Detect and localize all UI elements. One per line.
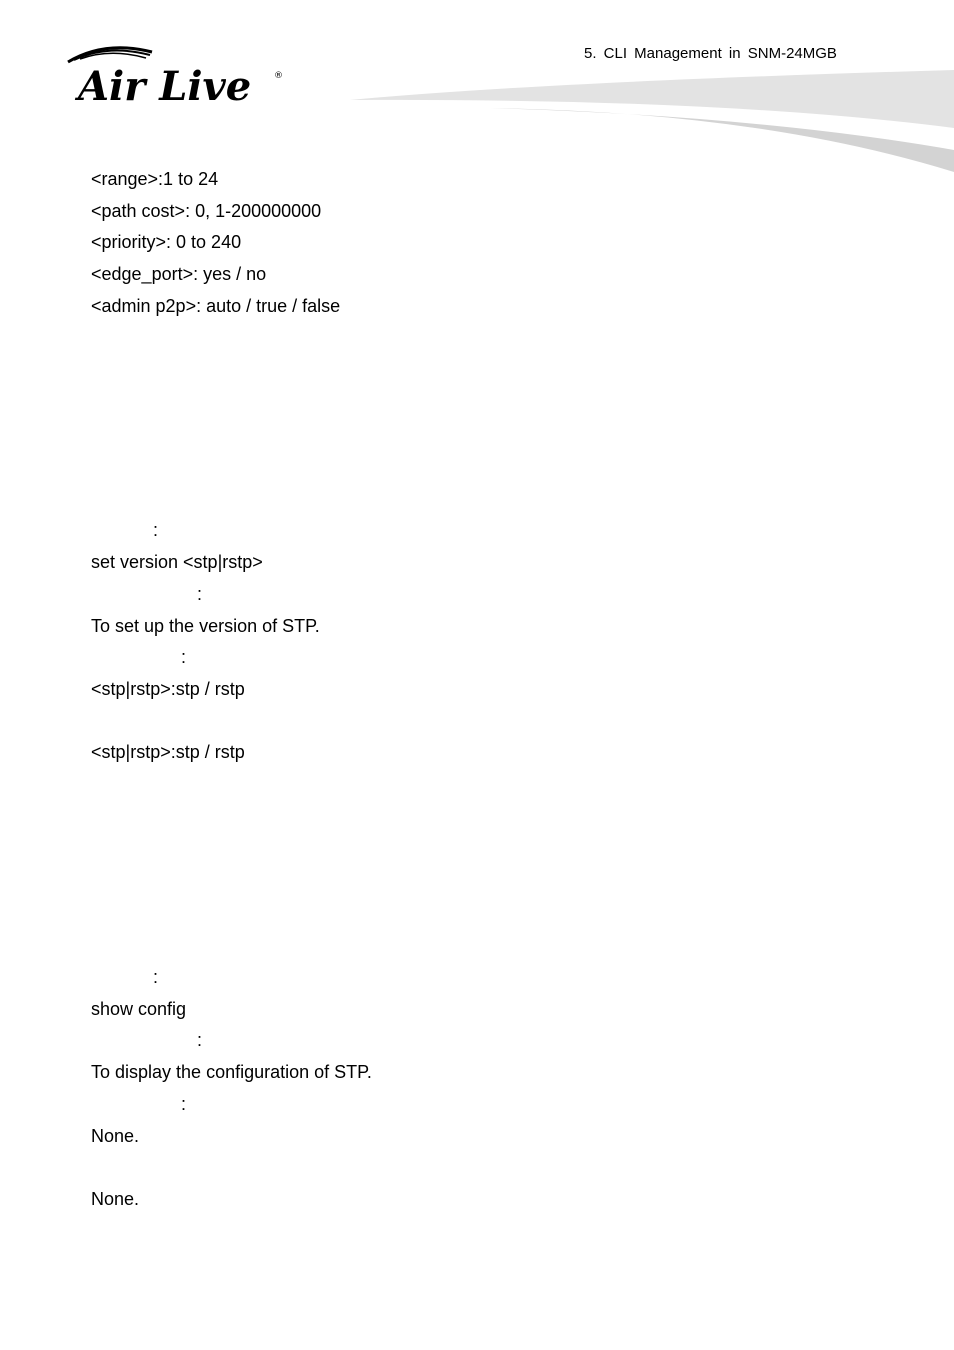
argument-colon: : xyxy=(181,1094,187,1114)
airlive-logo-graphic xyxy=(60,40,290,110)
param-edge-port: <edge_port>: yes / no xyxy=(91,264,267,284)
section-header-title: 5. CLI Management in SNM-24MGB xyxy=(584,45,837,62)
set-version-syntax: set version <stp|rstp> xyxy=(91,552,263,572)
set-version-description: To set up the version of STP. xyxy=(91,616,320,636)
show-config-argument: None. xyxy=(91,1126,140,1146)
param-priority: <priority>: 0 to 240 xyxy=(91,232,242,252)
description-colon: : xyxy=(197,1030,203,1050)
set-version-possible-value: <stp|rstp>:stp / rstp xyxy=(91,742,245,762)
param-range: <range>:1 to 24 xyxy=(91,169,219,189)
syntax-colon: : xyxy=(153,967,159,987)
show-config-description: To display the configuration of STP. xyxy=(91,1062,372,1082)
argument-colon: : xyxy=(181,647,187,667)
svg-text:®: ® xyxy=(274,71,283,81)
svg-text:Air Live: Air Live xyxy=(78,63,252,110)
swoosh-graphic xyxy=(340,60,954,180)
param-admin-p2p: <admin p2p>: auto / true / false xyxy=(91,296,341,316)
syntax-colon: : xyxy=(153,520,159,540)
show-config-syntax: show config xyxy=(91,999,187,1019)
set-version-argument: <stp|rstp>:stp / rstp xyxy=(91,679,245,699)
airlive-logo xyxy=(60,40,290,110)
show-config-possible-value: None. xyxy=(91,1189,140,1209)
header-swoosh-decoration xyxy=(340,60,954,180)
description-colon: : xyxy=(197,584,203,604)
param-path-cost: <path cost>: 0, 1-200000000 xyxy=(91,201,322,221)
